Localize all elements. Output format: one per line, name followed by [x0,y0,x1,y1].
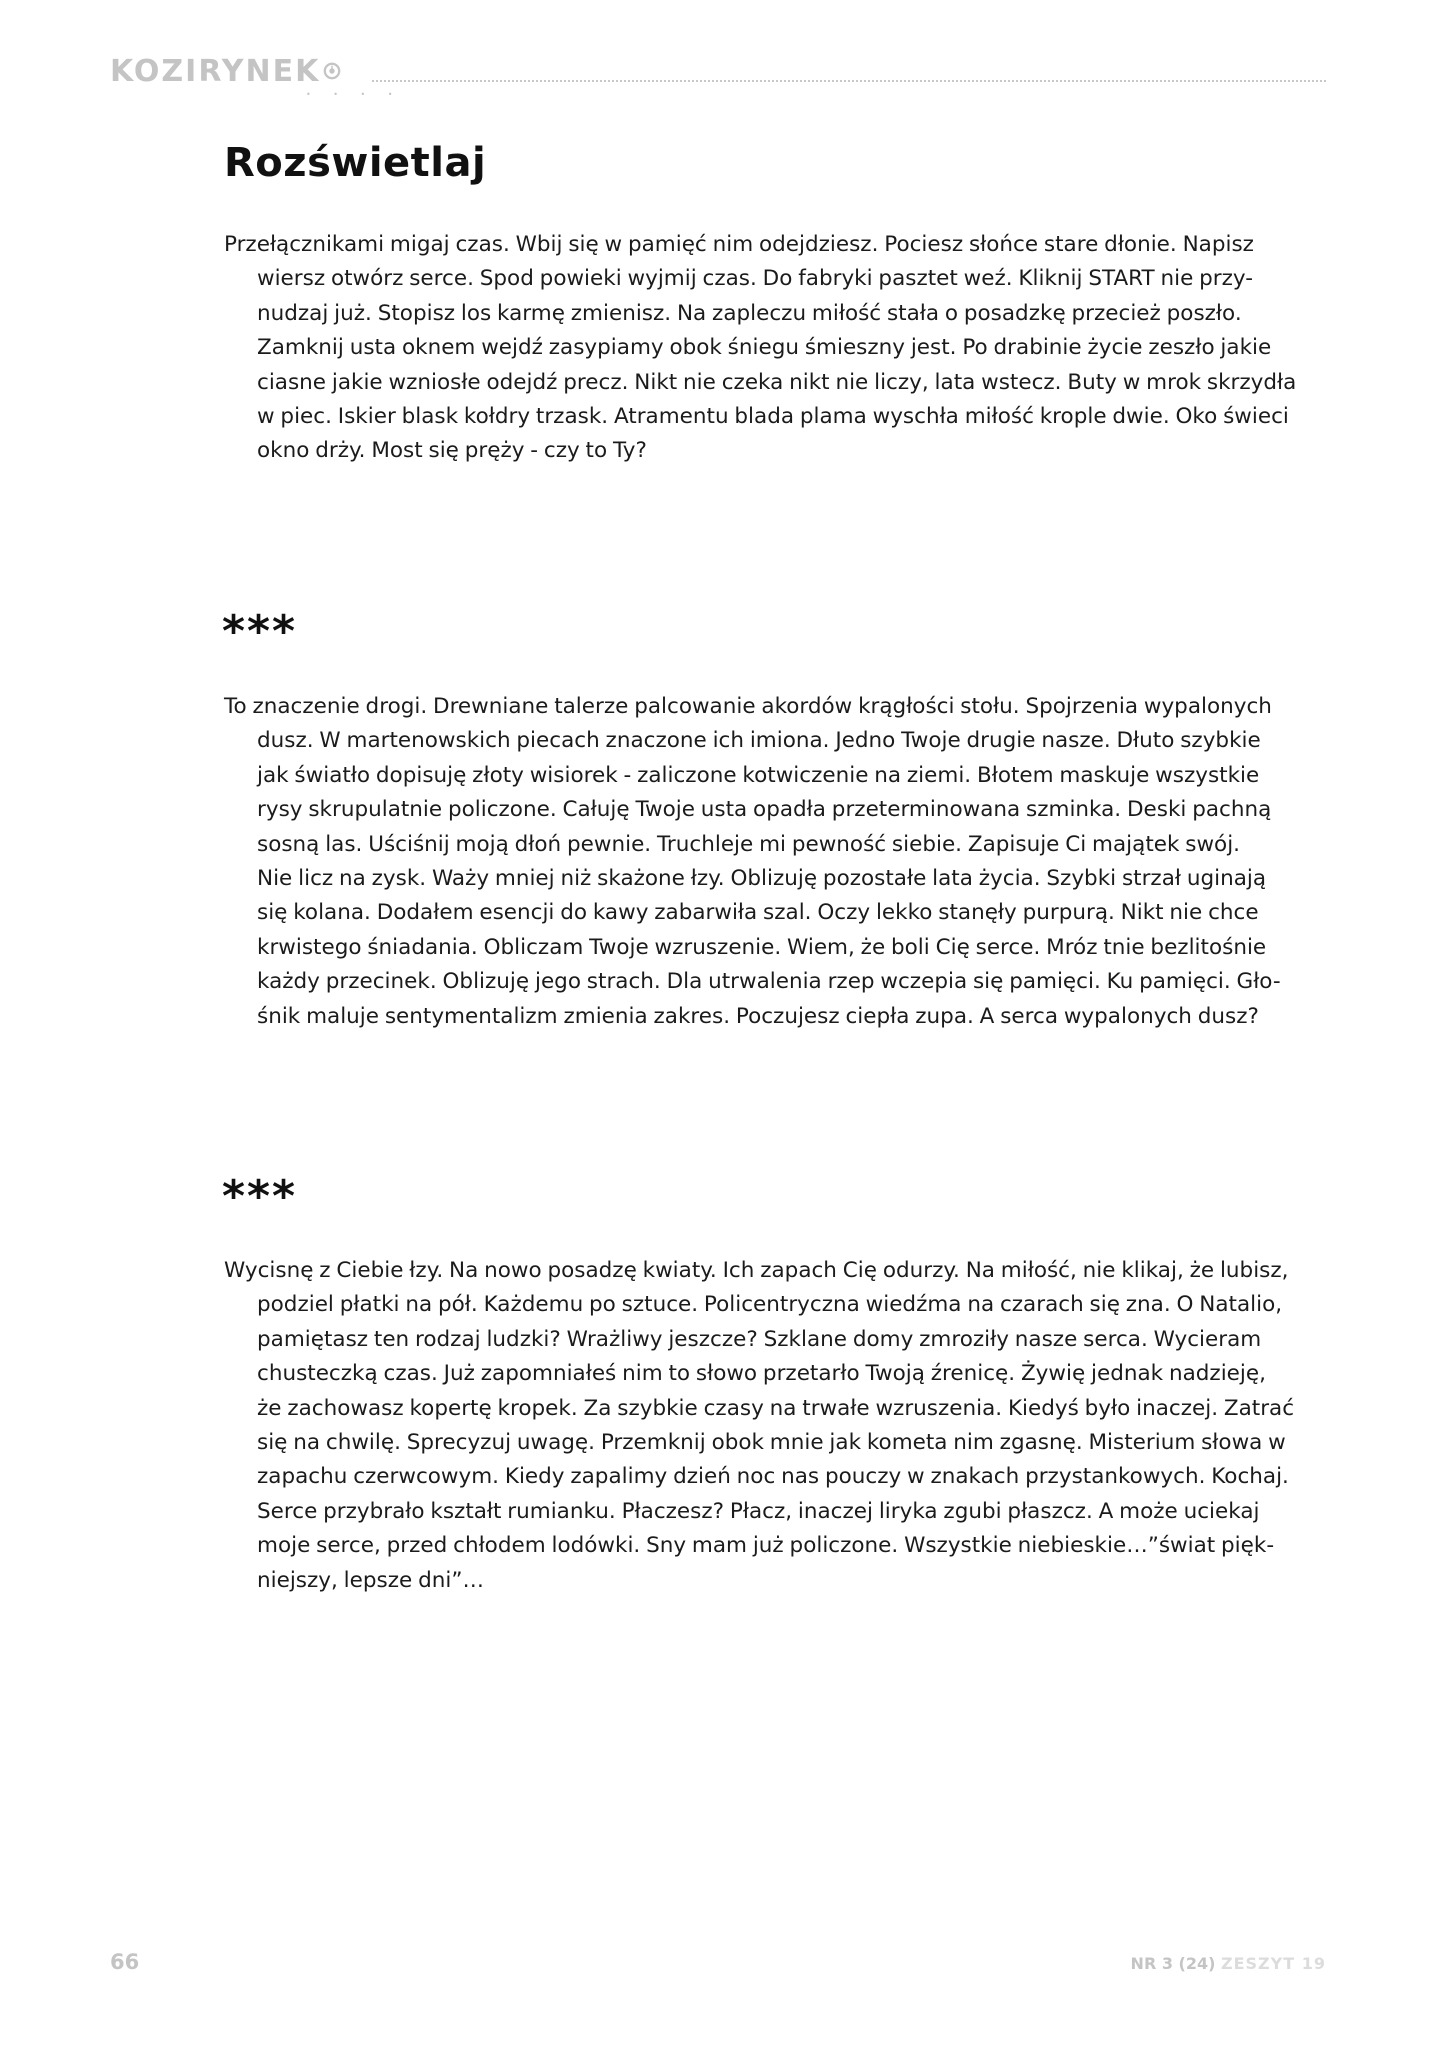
poem-line: okno drży. Most się pręży - czy to Ty? [257,438,647,464]
poem-line: niejszy, lepsze dni”… [257,1567,484,1593]
volume-label: ZESZYT 19 [1221,1954,1326,1973]
poem-line: sosną las. Uściśnij moją dłoń pewnie. Truchleje mi pewność siebie. Zapisuje Ci majątek swój. [257,831,1241,857]
poem-line: rysy skrupulatnie policzone. Całuję Twoje usta opadła przeterminowana szminka. Deski pachną [257,797,1272,823]
poem-line: moje serce, przed chłodem lodówki. Sny mam już policzone. Wszystkie niebieskie…”świat pięk- [257,1533,1275,1559]
page-title: Rozświetlaj [224,140,487,186]
poem-line: zapachu czerwcowym. Kiedy zapalimy dzień noc nas pouczy w znakach przystankowych. Kochaj. [257,1464,1289,1490]
issue-info [1131,1954,1326,1973]
header-dotted-rule [372,80,1326,82]
issue-number: NR 3 (24) [1130,1954,1216,1973]
poem-line: podziel płatki na pół. Każdemu po sztuce. Policentryczna wiedźma na czarach się zna. O Natalio, [257,1292,1283,1318]
poem-line: Zamknij usta oknem wejdź zasypiamy obok śniegu śmieszny jest. Po drabinie życie zeszło jakie [257,335,1272,361]
poem-line: krwistego śniadania. Obliczam Twoje wzruszenie. Wiem, że boli Cię serce. Mróz tnie bezlitośnie [257,934,1267,960]
page-number: 66 [110,1950,140,1974]
poem-line: śnik maluje sentymentalizm zmienia zakres. Poczujesz ciepła zupa. A serca wypalonych dusz? [257,1003,1259,1029]
logo-text: KOZIRYNEK [110,54,321,89]
poem-line: nudzaj już. Stopisz los karmę zmienisz. Na zapleczu miłość stała o posadzkę przecież poszło. [257,300,1242,326]
section-separator: *** [222,1171,298,1222]
poem-line: każdy przecinek. Oblizuję jego strach. Dla utrwalenia rzep wczepia się pamięci. Ku pamięci. Gło- [257,969,1281,995]
poem-line: się kolana. Dodałem esencji do kawy zabarwiła szal. Oczy lekko stanęły purpurą. Nikt nie chce [257,900,1259,926]
poem-line: pamiętasz ten rodzaj ludzki? Wrażliwy jeszcze? Szklane domy zmroziły nasze serca. Wycieram [257,1326,1262,1352]
poem-line: Nie licz na zysk. Waży mniej niż skażone łzy. Oblizuję pozostałe lata życia. Szybki strzał uginają [257,866,1267,892]
poem-2-text [224,690,1318,1034]
poem-3-text [224,1254,1318,1598]
poem-line: Wycisnę z Ciebie łzy. Na nowo posadzę kwiaty. Ich zapach Cię odurzy. Na miłość, nie klikaj, że lubisz, [224,1258,1289,1283]
page-header [110,54,1326,100]
poem-line: Serce przybrało kształt rumianku. Płaczesz? Płacz, inaczej liryka zgubi płaszcz. A może uciekaj [257,1498,1260,1524]
poem-line: jak światło dopisuję złoty wisiorek - zaliczone kotwiczenie na ziemi. Błotem maskuje wszystkie [257,762,1260,788]
poem-line: To znaczenie drogi. Drewniane talerze palcowanie akordów krągłości stołu. Spojrzenia wypalonych [224,694,1272,719]
poem-line: że zachowasz kopertę kropek. Za szybkie czasy na trwałe wzruszenia. Kiedyś było inaczej. Zatrać [257,1395,1295,1421]
poem-line: dusz. W martenowskich piecach znaczone ich imiona. Jedno Twoje drugie nasze. Dłuto szybkie [257,728,1261,754]
poem-line: wiersz otwórz serce. Spod powieki wyjmij czas. Do fabryki pasztet weź. Kliknij START nie przy- [257,266,1254,292]
poem-line: w piec. Iskier blask kołdry trzask. Atramentu blada plama wyschła miłość krople dwie. Oko świeci [257,404,1289,430]
logo-dots: • • • • [306,90,403,99]
poem-line: chusteczką czas. Już zapomniałeś nim to słowo przetarło Twoją źrenicę. Żywię jednak nadzieję, [257,1361,1266,1387]
poem-1-text [224,228,1318,469]
poem-line: ciasne jakie wzniosłe odejdź precz. Nikt nie czeka nikt nie liczy, lata wstecz. Buty w mrok skrzydła [257,369,1297,395]
poem-line: Przełącznikami migaj czas. Wbij się w pamięć nim odejdziesz. Pociesz słońce stare dłonie. Napisz [224,232,1254,257]
section-separator: *** [222,606,298,657]
poem-line: się na chwilę. Sprecyzuj uwagę. Przemknij obok mnie jak kometa nim zgasnę. Misterium słowa w [257,1430,1286,1456]
gear-clock-icon [323,62,341,80]
